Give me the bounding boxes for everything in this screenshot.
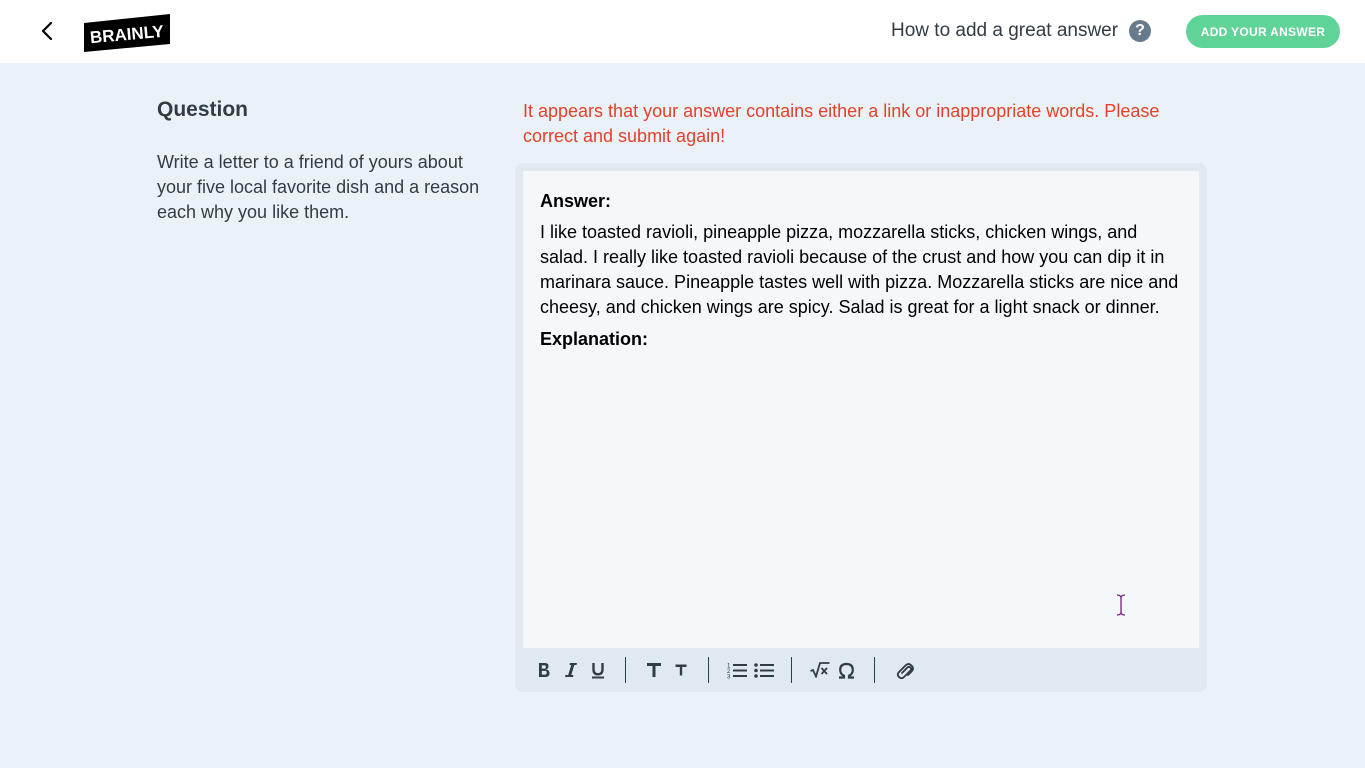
italic-icon[interactable] <box>557 656 584 684</box>
question-circle-icon[interactable]: ? <box>1129 20 1151 42</box>
svg-text:2: 2 <box>726 668 730 675</box>
bullet-list-icon[interactable] <box>750 656 777 684</box>
text-cursor-icon <box>1114 594 1128 616</box>
top-bar <box>0 0 1365 63</box>
bold-icon[interactable] <box>530 656 557 684</box>
logo-text: BRAINLY <box>89 21 165 48</box>
brainly-logo[interactable] <box>84 14 170 52</box>
omega-symbol-icon[interactable] <box>833 656 860 684</box>
toolbar-divider <box>708 657 709 683</box>
toolbar-divider <box>625 657 626 683</box>
error-message: It appears that your answer contains either a link or inappropriate words. Please correct and submit again! <box>523 101 1160 146</box>
attachment-icon[interactable] <box>889 656 919 684</box>
svg-text:1: 1 <box>726 663 730 669</box>
text-small-icon[interactable] <box>667 656 694 684</box>
ordered-list-icon[interactable] <box>723 656 750 684</box>
help-link[interactable]: How to add a great answer <box>891 20 1119 41</box>
answer-label: Answer: <box>540 191 612 211</box>
question-title: Question <box>157 98 249 121</box>
answer-text: I like toasted ravioli, pineapple pizza, mozzarella sticks, chicken wings, and salad. I really like toasted ravioli because of the crust and how you can dip it in marinara sauce. Pineapple tastes well with pizza. Mozzarella sticks are nice and cheesy, and chicken wings are spicy. Salad is great for a light snack or dinner. <box>540 222 1179 317</box>
back-arrow-icon[interactable] <box>34 18 60 44</box>
underline-icon[interactable] <box>584 656 611 684</box>
question-text: Write a letter to a friend of yours about your five local favorite dish and a reason each why you like them. <box>157 152 480 222</box>
svg-text:3: 3 <box>726 674 730 679</box>
editor-text-area[interactable] <box>523 171 1199 648</box>
toolbar-divider <box>791 657 792 683</box>
toolbar-divider <box>874 657 875 683</box>
editor-toolbar <box>523 648 1199 692</box>
add-answer-button[interactable]: ADD YOUR ANSWER <box>1186 15 1340 48</box>
math-root-icon[interactable] <box>806 656 833 684</box>
text-large-icon[interactable] <box>640 656 667 684</box>
explanation-label: Explanation: <box>540 329 649 349</box>
answer-editor <box>515 163 1207 692</box>
